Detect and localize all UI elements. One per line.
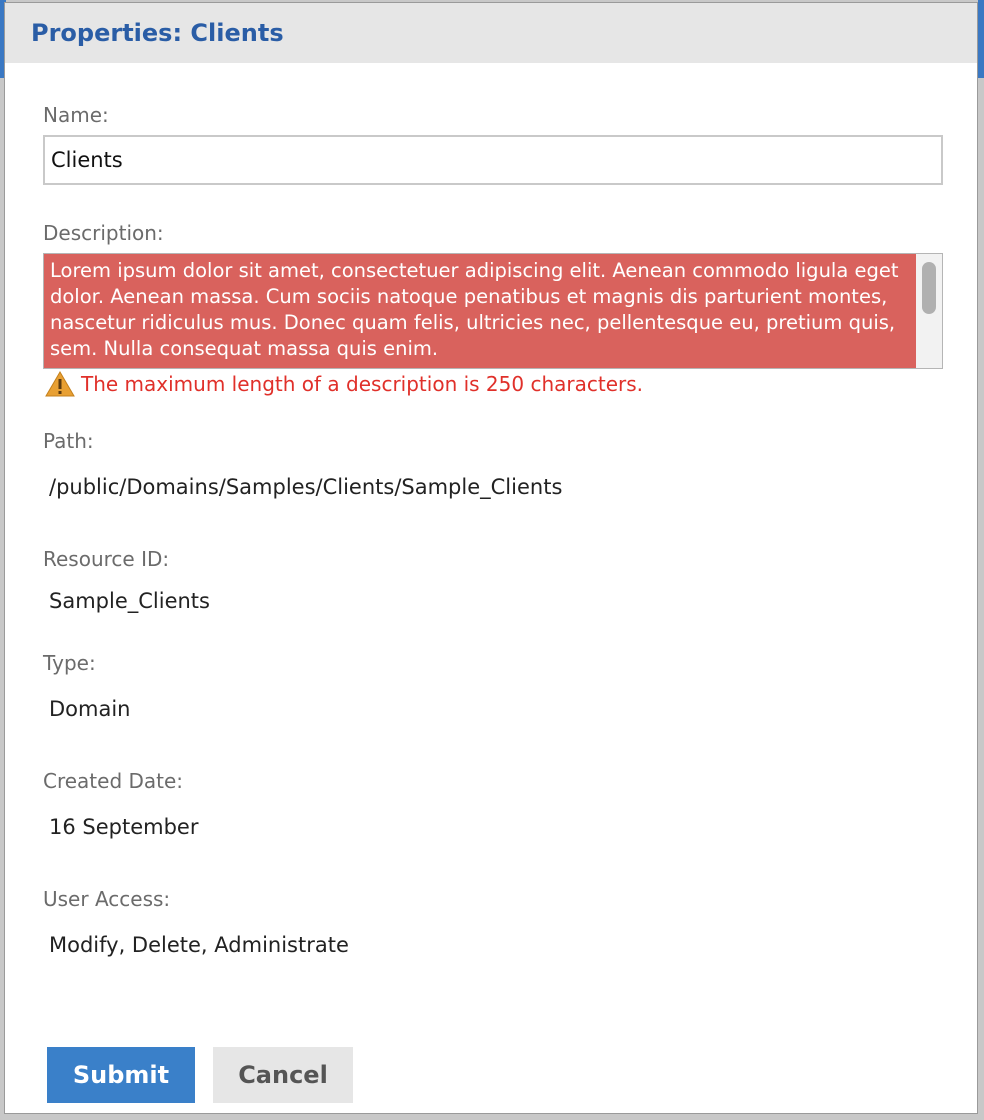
description-error: [45, 371, 643, 397]
resource-id-value: Sample_Clients: [49, 589, 210, 613]
user-access-value: Modify, Delete, Administrate: [49, 933, 349, 957]
created-date-label: Created Date:: [43, 769, 184, 793]
description-scroll-thumb[interactable]: [922, 262, 936, 314]
description-error-text: The maximum length of a description is 250 characters.: [81, 372, 644, 396]
dialog-title: Properties: Clients: [31, 19, 284, 47]
name-label: Name:: [43, 103, 109, 127]
submit-button[interactable]: Submit: [47, 1047, 195, 1103]
path-value: /public/Domains/Samples/Clients/Sample_Clients: [49, 475, 563, 499]
user-access-label: User Access:: [43, 887, 171, 911]
description-label: Description:: [43, 221, 164, 245]
dialog-header: [5, 3, 977, 63]
resource-id-label: Resource ID:: [43, 547, 170, 571]
path-label: Path:: [43, 429, 94, 453]
type-label: Type:: [43, 651, 96, 675]
description-textarea[interactable]: [43, 253, 943, 369]
warning-icon: [45, 371, 75, 397]
type-value: Domain: [49, 697, 131, 721]
description-text[interactable]: Lorem ipsum dolor sit amet, consectetuer adipiscing elit. Aenean commodo ligula eget dolor. Aenean massa. Cum sociis natoque penatibus et magnis dis parturient montes, nascetur ridiculus mus. Donec quam felis, ultricies nec, pellentesque eu, pretium quis, sem. Nulla consequat massa quis enim.: [44, 254, 916, 368]
name-input[interactable]: [43, 135, 943, 185]
description-scrollbar[interactable]: [916, 254, 942, 368]
background-window-edge-right: [978, 0, 984, 78]
created-date-value: 16 September: [49, 815, 199, 839]
properties-dialog: [4, 2, 978, 1114]
cancel-button[interactable]: Cancel: [213, 1047, 353, 1103]
